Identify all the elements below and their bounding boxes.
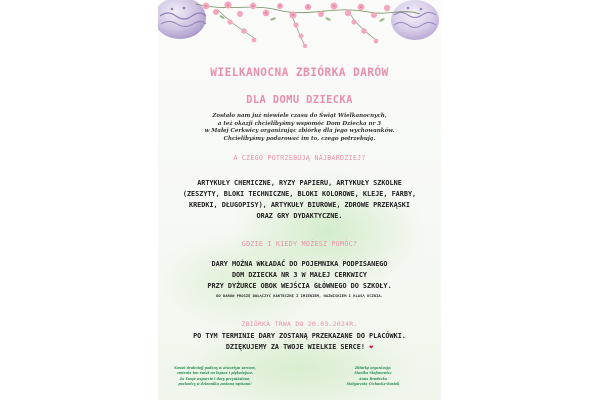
organizer-name: Monika Stefanowicz (354, 371, 392, 376)
needs-list (158, 178, 441, 222)
blossom-branch-icon (196, 1, 420, 48)
needs-line: ARTYKUŁY CHEMICZNE, RYZY PAPIERU, ARTYKUŁY SZKOLNE (197, 179, 402, 187)
where-line: DARY MOŻNA WKŁADAĆ DO POJEMNIKA PODPISANEGO (211, 260, 388, 268)
where-info (158, 259, 441, 292)
needs-line: (ZESZYTY, BLOKI TECHNICZNE, BLOKI KOLOROWE, KLEJE, FARBY, (182, 190, 417, 198)
question-needs: A CZEGO POTRZEBUJĄ NAJBARDZIEJ? (233, 154, 366, 162)
needs-line: ORAZ GRY DYDAKTYCZNE. (256, 212, 343, 220)
closing-line: PO TYM TERMINIE DARY ZOSTANĄ PRZEKAZANE DO PLACÓWKI. (193, 332, 406, 340)
intro-line: Chcielibyśmy podarować im to, czego potrzebują. (223, 135, 376, 142)
footer-poem-line: Nawet drobniejj podany w otwartym sercem, (174, 366, 256, 370)
intro-paragraph (158, 113, 441, 143)
poster (158, 0, 441, 400)
footer-organizers (318, 366, 428, 388)
footer-poem-line: zmienia ten świat na lepsze i piękniejsze. (176, 371, 254, 376)
deadline: ZBIÓRKA TRWA DO 20.03.2024R. (241, 320, 358, 328)
heart-icon: ❤ (369, 343, 374, 351)
needs-line: KREDKI, DŁUGOPISY), ARTYKUŁY BIUROWE, ZDROWE PRZEKĄSKI (189, 201, 410, 209)
footer-poem-line: pochodzy w dzienniku zostaną wpisane! (178, 382, 252, 387)
label-note: DO DARÓW PROSZĘ DOŁĄCZYĆ KARTECZKĘ Z IMIENIEM, NAZWISKIEM I KLASĄ UCZNIA. (216, 293, 383, 298)
intro-line: Zostało nam już niewiele czasu do Świąt Wielkanocnych, (212, 113, 387, 119)
where-line: PRZY DYŻURCE OBOK WEJŚCIA GŁÓWNEGO DO SZKOŁY. (207, 282, 392, 290)
question-where: GDZIE I KIEDY MOŻESZ POMÓC? (241, 240, 358, 248)
egg-right-icon (391, 0, 439, 40)
thanks-text: DZIĘKUJEMY ZA TWOJE WIELKIE SERCE! (225, 343, 365, 351)
footer-poem (160, 366, 270, 388)
intro-line: w Małej Cerkwicy organizując zbiórkę dla jego wychowanków. (204, 128, 395, 135)
where-line: DOM DZIECKA NR 3 W MAŁEJ CERKWICY (231, 271, 368, 279)
organizers-heading: Zbiórkę organizują: (354, 366, 392, 370)
organizer-name: Anna Brodecka (358, 376, 388, 381)
closing-text (158, 331, 441, 353)
closing-line (158, 342, 441, 353)
poster-subtitle: DLA DOMU DZIECKA (246, 94, 353, 106)
poster-title: WIELKANOCNA ZBIÓRKA DARÓW (210, 66, 389, 79)
egg-left-icon (158, 0, 206, 39)
footer-poem-line: Za Twoje wsparcie i dary przyniesione, (179, 376, 251, 381)
organizer-name: Małgorzata Cichocka-Rosiek (346, 382, 400, 387)
intro-line: a też okazji chcielibyśmy wspomóc Dom Dziecka nr 3 (217, 120, 382, 127)
